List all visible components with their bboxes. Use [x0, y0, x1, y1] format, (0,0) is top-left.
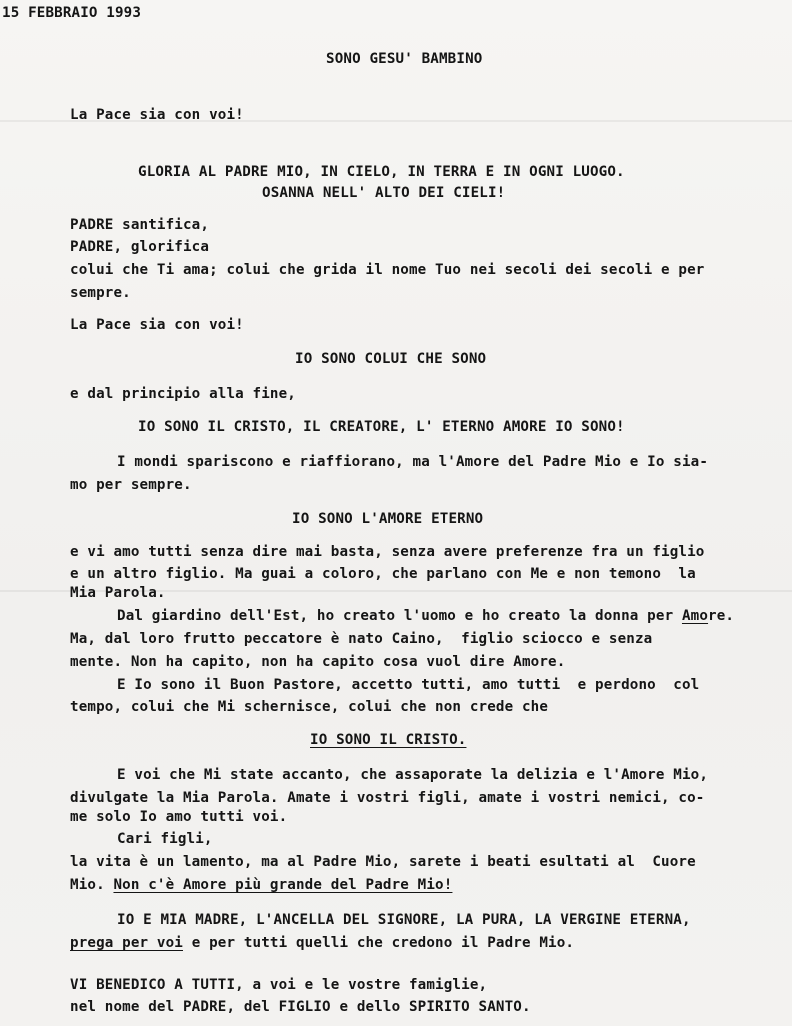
- pastore-line-1: E Io sono il Buon Pastore, accetto tutti, amo tutti e perdono col: [117, 677, 700, 693]
- giardino-line-3: mente. Non ha capito, non ha capito cosa vuol dire Amore.: [70, 654, 566, 670]
- madre-text: e per tutti quelli che credono il Padre Mio.: [183, 935, 575, 951]
- greeting-2: La Pace sia con voi!: [70, 317, 244, 333]
- voi-line-2: divulgate la Mia Parola. Amate i vostri figli, amate i vostri nemici, co-: [70, 790, 705, 806]
- cari-figli: Cari figli,: [117, 831, 213, 847]
- amo-line-2: e un altro figlio. Ma guai a coloro, che parlano con Me e non temono la: [70, 566, 696, 582]
- giardino-line-1: [117, 607, 734, 625]
- page-title: SONO GESU' BAMBINO: [326, 51, 483, 67]
- io-sono-colui: IO SONO COLUI CHE SONO: [295, 351, 487, 367]
- gloria-line-2: OSANNA NELL' ALTO DEI CIELI!: [262, 185, 506, 201]
- underlined-phrase: prega per voi: [70, 935, 183, 951]
- benedico-line-2: nel nome del PADRE, del FIGLIO e dello SPIRITO SANTO.: [70, 999, 531, 1015]
- giardino-line-2: Ma, dal loro frutto peccatore è nato Caino, figlio sciocco e senza: [70, 631, 653, 647]
- giardino-text: Dal giardino dell'Est, ho creato l'uomo e ho creato la donna per: [117, 608, 682, 624]
- gloria-line-1: GLORIA AL PADRE MIO, IN CIELO, IN TERRA E IN OGNI LUOGO.: [138, 164, 625, 180]
- vita-line-2: [70, 876, 452, 894]
- mondi-line-1: I mondi spariscono e riaffiorano, ma l'Amore del Padre Mio e Io sia-: [117, 454, 709, 470]
- mondi-line-2: mo per sempre.: [70, 477, 192, 493]
- benedico-line-1: VI BENEDICO A TUTTI, a voi e le vostre famiglie,: [70, 977, 488, 993]
- amo-line-3: Mia Parola.: [70, 585, 166, 601]
- underlined-phrase: Non c'è Amore più grande del Padre Mio!: [113, 877, 453, 893]
- pastore-line-2: tempo, colui che Mi schernisce, colui che non crede che: [70, 699, 549, 715]
- underlined-word: Amo: [681, 608, 709, 624]
- voi-line-3: me solo Io amo tutti voi.: [70, 809, 288, 825]
- sono-cristo-heading: IO SONO IL CRISTO.: [310, 732, 467, 748]
- madre-line-2: [70, 934, 574, 952]
- madre-line-1: IO E MIA MADRE, L'ANCELLA DEL SIGNORE, LA PURA, LA VERGINE ETERNA,: [117, 912, 691, 928]
- vita-line-1: la vita è un lamento, ma al Padre Mio, sarete i beati esultati al Cuore: [70, 854, 696, 870]
- giardino-text-end: re.: [708, 608, 735, 624]
- padre-line-2: PADRE, glorifica: [70, 239, 210, 255]
- io-sono-cristo-heading: IO SONO IL CRISTO, IL CREATORE, L' ETERNO AMORE IO SONO!: [138, 419, 625, 435]
- padre-line-3: colui che Ti ama; colui che grida il nome Tuo nei secoli dei secoli e per: [70, 262, 705, 278]
- greeting: La Pace sia con voi!: [70, 107, 244, 123]
- principio-line: e dal principio alla fine,: [70, 386, 296, 402]
- amo-line-1: e vi amo tutti senza dire mai basta, senza avere preferenze fra un figlio: [70, 544, 705, 560]
- voi-line-1: E voi che Mi state accanto, che assaporate la delizia e l'Amore Mio,: [117, 767, 709, 783]
- amore-eterno-heading: IO SONO L'AMORE ETERNO: [292, 511, 484, 527]
- vita-text: Mio.: [70, 877, 114, 893]
- padre-line-1: PADRE santifica,: [70, 217, 210, 233]
- padre-line-4: sempre.: [70, 285, 131, 301]
- date: 15 FEBBRAIO 1993: [2, 5, 142, 21]
